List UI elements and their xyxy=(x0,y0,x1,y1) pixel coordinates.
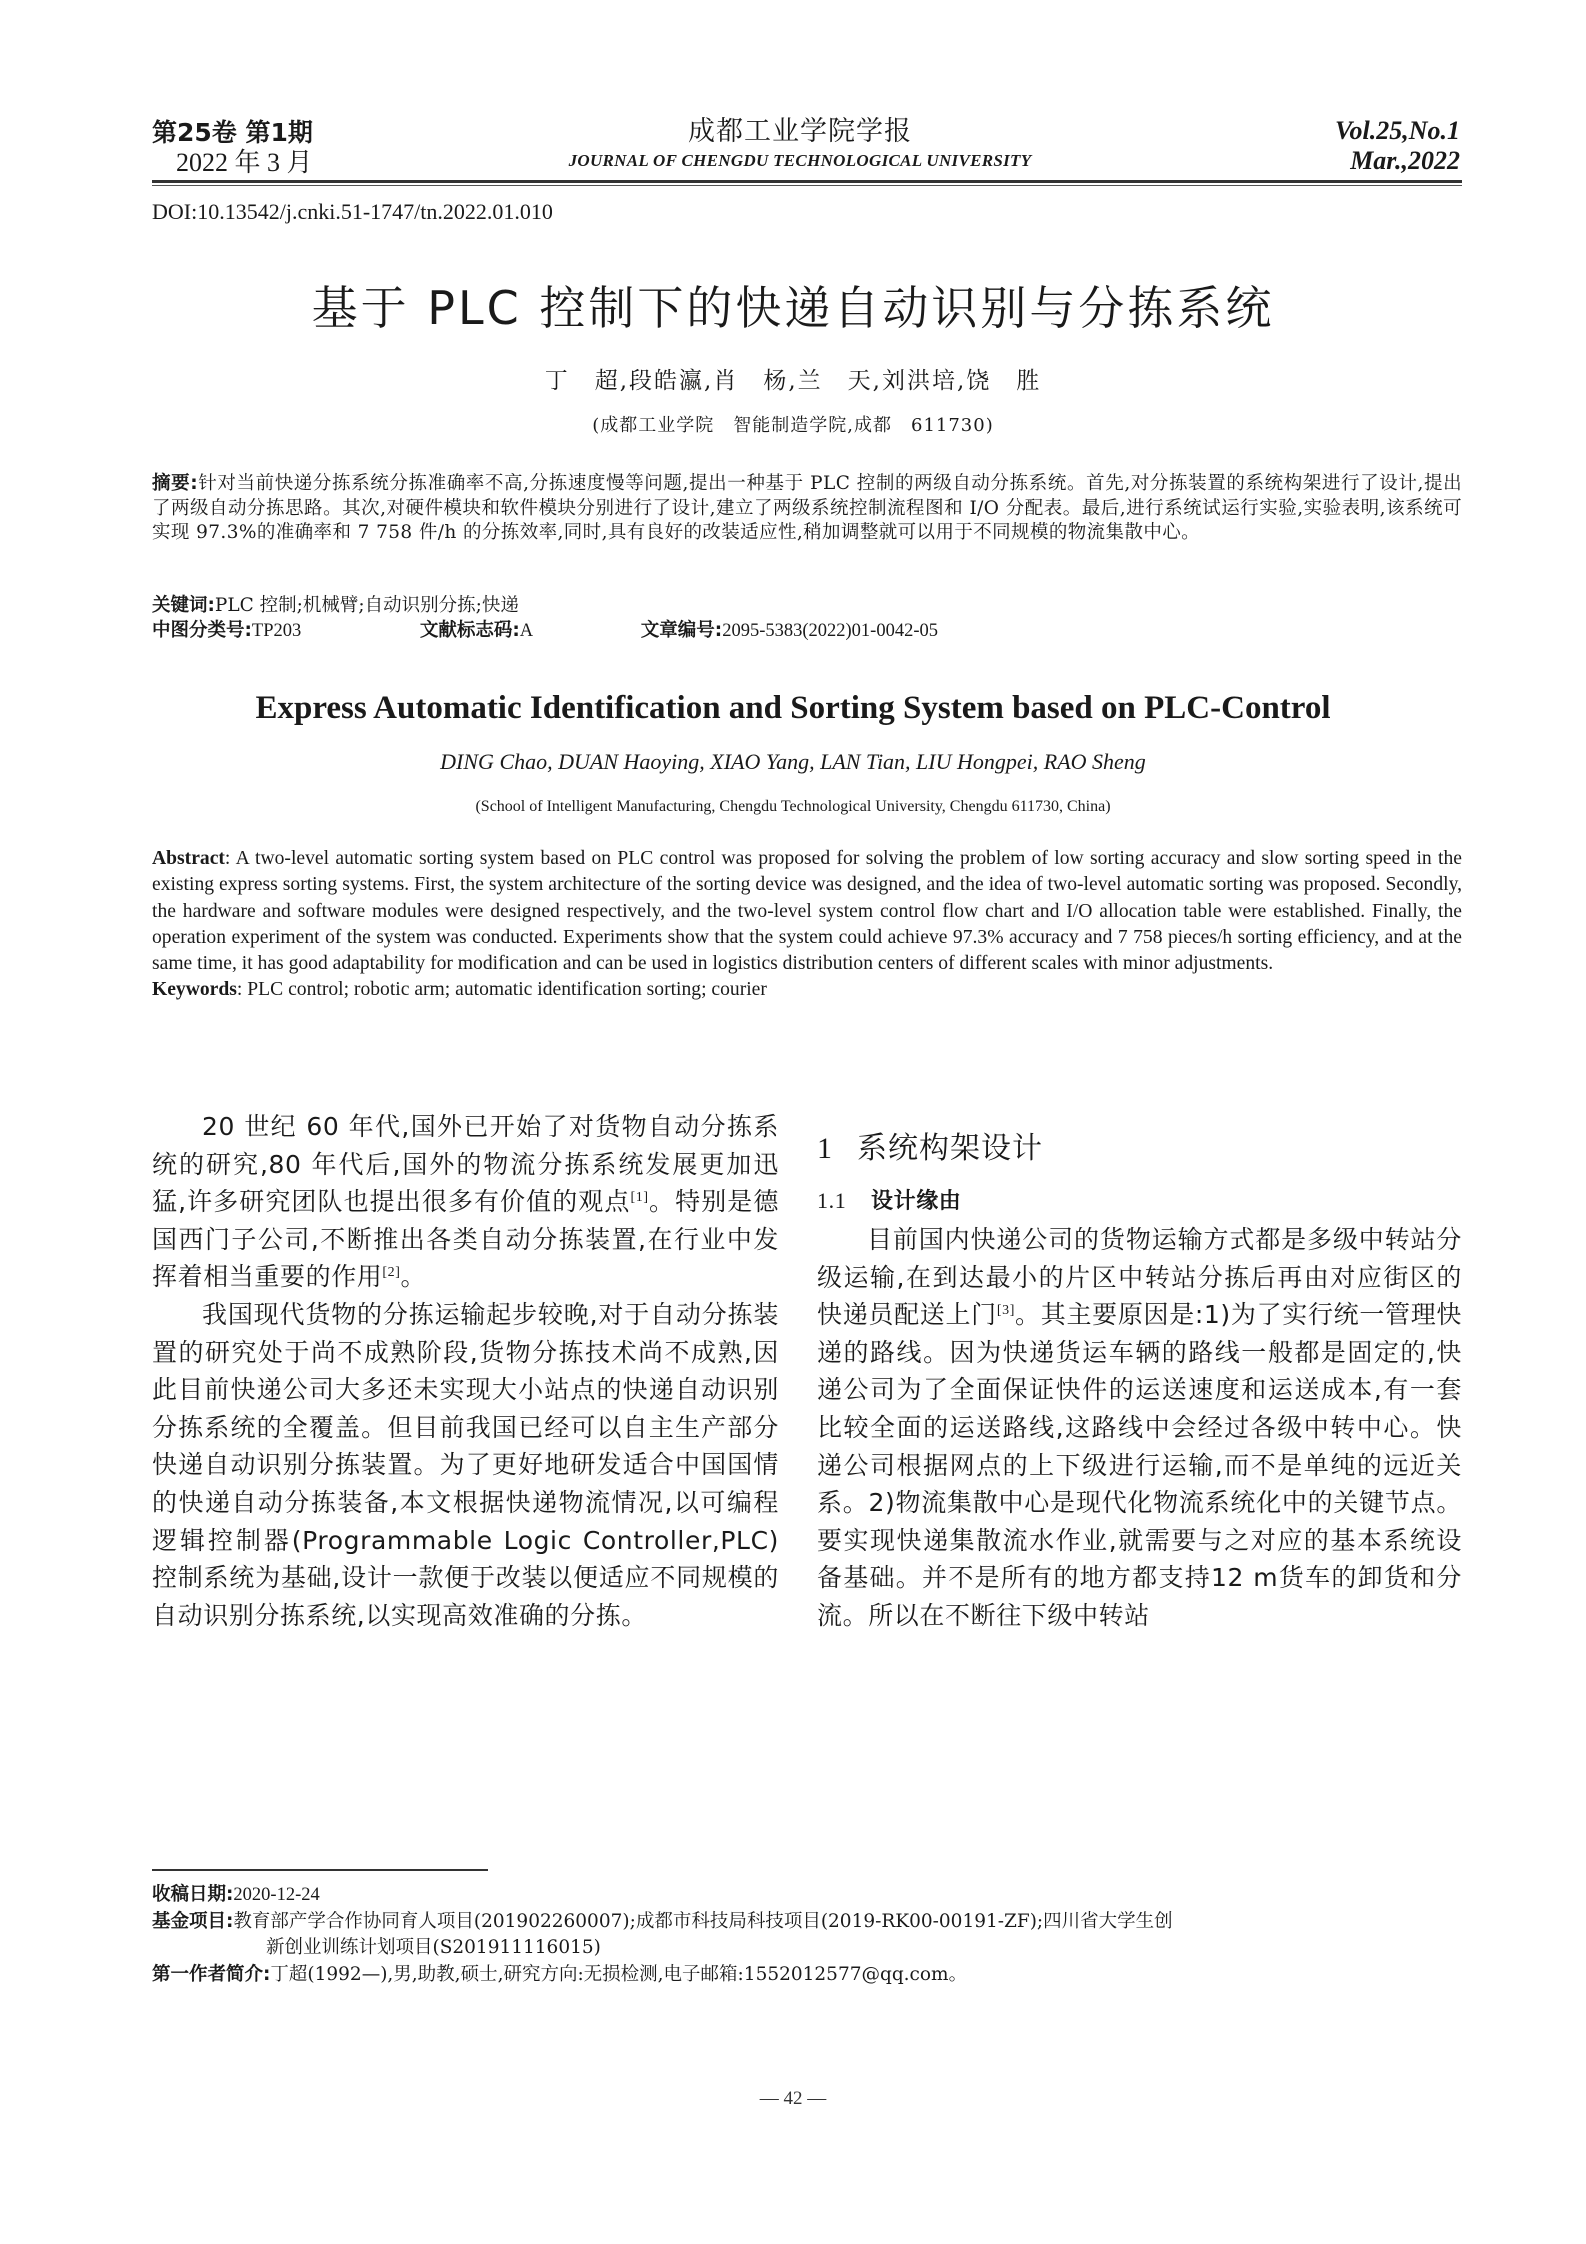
keywords-cn-label: 关键词: xyxy=(152,595,215,616)
citation-ref[interactable]: [1] xyxy=(630,1190,649,1206)
citation-ref[interactable]: [3] xyxy=(996,1303,1015,1319)
authors-cn: 丁 超,段皓瀛,肖 杨,兰 天,刘洪培,饶 胜 xyxy=(544,368,1042,394)
subsection-title: 设计缘由 xyxy=(871,1189,962,1214)
doc-code-label: 文献标志码: xyxy=(419,619,520,641)
abstract-en-label: Abstract xyxy=(152,848,225,869)
footnotes xyxy=(152,1882,1462,1988)
paper-title-en: Express Automatic Identification and Sorting System based on PLC-Control xyxy=(255,690,1331,726)
keywords-en-label: Keywords xyxy=(152,979,237,1001)
issue-info xyxy=(152,118,412,178)
abstract-cn-text: 针对当前快递分拣系统分拣准确率不高,分拣速度慢等问题,提出一种基于 PLC 控制的两级自动分拣系统。首先,对分拣装置的系统构架进行了设计,提出了两级自动分拣思路。其次,对硬件模块和软件模块分别进行了设计,建立了两级系统控制流程图和 I/O 分配表。最后,进行系统试运行实验,实验表明,该系统可实现 97.3%的准确率和 7 758 件/h 的分拣效率,同时,具有良好的改装适应性,稍加调整就可以用于不同规模的物流集散中心。 xyxy=(152,473,1462,543)
article-no-label: 文章编号: xyxy=(640,619,723,641)
doc-code-value: A xyxy=(519,620,534,641)
keywords-en xyxy=(152,977,1462,1003)
paragraph: 我国现代货物的分拣运输起步较晚,对于自动分拣装置的研究处于尚不成熟阶段,货物分拣技术尚不成熟,因此目前快递公司大多还未实现大小站点的快递自动识别分拣系统的全覆盖。但目前我国已经可以自主生产部分快递自动识别分拣装置。为了更好地研发适合中国国情的快递自动分拣装备,本文根据快递物流情况,以可编程逻辑控制器(Programmable Logic Controller,PLC)控制系统为基础,设计一款便于改装以便适应不同规模的自动识别分拣系统,以实现高效准确的分拣。 xyxy=(152,1299,779,1630)
header-rule-thin xyxy=(152,185,1462,186)
abstract-cn xyxy=(152,472,1462,546)
footnote-rule xyxy=(152,1869,488,1871)
issue-info-en xyxy=(1200,116,1460,176)
volume-issue-en: Vol.25,No.1 xyxy=(1335,116,1460,145)
first-author-bio: 第一作者简介:丁超(1992—),男,助教,硕士,研究方向:无损检测,电子邮箱:1552012577@qq.com。 xyxy=(152,1963,968,1985)
journal-name-en: JOURNAL OF CHENGDU TECHNOLOGICAL UNIVERSITY xyxy=(568,151,1032,170)
classification-row xyxy=(152,619,1462,644)
keywords-cn xyxy=(152,594,1462,619)
abstract-en xyxy=(152,846,1462,1004)
body-column-right xyxy=(817,1108,1462,1635)
doi: DOI:10.13542/j.cnki.51-1747/tn.2022.01.010 xyxy=(152,199,553,224)
header-rule-thick xyxy=(152,180,1462,183)
fund-project: 基金项目:教育部产学合作协同育人项目(201902260007);成都市科技局科技项目(2019-RK00-00191-ZF);四川省大学生创 xyxy=(152,1910,1173,1932)
article-no-value: 2095-5383(2022)01-0042-05 xyxy=(722,620,938,641)
authors-en: DING Chao, DUAN Haoying, XIAO Yang, LAN Tian, LIU Hongpei, RAO Sheng xyxy=(440,749,1146,774)
section-title: 系统构架设计 xyxy=(857,1131,1043,1166)
paragraph: 20 世纪 60 年代,国外已开始了对货物自动分拣系统的研究,80 年代后,国外的物流分拣系统发展更加迅猛,许多研究团队也提出很多有价值的观点[1]。特别是德国西门子公司,不断推出各类自动分拣装置,在行业中发挥着相当重要的作用[2]。 xyxy=(152,1112,779,1292)
paper-title-cn: 基于 PLC 控制下的快递自动识别与分拣系统 xyxy=(311,281,1275,335)
received-date: 收稿日期:2020-12-24 xyxy=(152,1884,320,1905)
subsection-heading xyxy=(817,1186,1462,1217)
keywords-cn-text: PLC 控制;机械臂;自动识别分拣;快递 xyxy=(214,595,519,616)
article-meta-cn xyxy=(152,594,1462,643)
section-heading xyxy=(817,1129,1462,1169)
citation-ref[interactable]: [2] xyxy=(382,1265,401,1281)
journal-masthead xyxy=(470,114,1130,172)
page-number: — 42 — xyxy=(759,2088,827,2109)
affiliation-en: (School of Intelligent Manufacturing, Chengdu Technological University, Chengdu 611730, China) xyxy=(475,798,1111,815)
volume-issue-cn: 第25卷 第1期 xyxy=(152,118,313,147)
journal-name-cn: 成都工业学院学报 xyxy=(688,116,912,147)
subsection-number: 1.1 xyxy=(817,1188,847,1213)
body-column-left xyxy=(152,1108,779,1634)
affiliation-cn: (成都工业学院 智能制造学院,成都 611730) xyxy=(592,415,994,436)
section-number: 1 xyxy=(817,1132,833,1165)
clc-value: TP203 xyxy=(251,620,302,641)
date-en: Mar.,2022 xyxy=(1350,146,1460,175)
clc-label: 中图分类号: xyxy=(152,619,252,641)
fund-project-cont: 新创业训练计划项目(S201911116015) xyxy=(266,1937,601,1958)
paragraph: 目前国内快递公司的货物运输方式都是多级中转站分级运输,在到达最小的片区中转站分拣后再由对应街区的快递员配送上门[3]。其主要原因是:1)为了实行统一管理快递的路线。因为快递货运车辆的路线一般都是固定的,快递公司为了全面保证快件的运送速度和运送成本,有一套比较全面的运送路线,这路线中会经过各级中转中心。快递公司根据网点的上下级进行运输,而不是单纯的远近关系。2)物流集散中心是现代化物流系统化中的关键节点。要实现快递集散流水作业,就需要与之对应的基本系统设备基础。并不是所有的地方都支持12 m货车的卸货和分流。所以在不断往下级中转站 xyxy=(817,1225,1463,1630)
date-cn: 2022 年 3 月 xyxy=(176,148,313,177)
abstract-en-text: : A two-level automatic sorting system based on PLC control was proposed for solving the problem of low sorting accuracy and slow sorting speed in the existing express sorting systems. First, the system architecture of the sorting device was designed, and the idea of two-level automatic sorting was proposed. Secondly, the hardware and software modules were designed respectively, and the two-level system control flow chart and I/O allocation table were established. Finally, the operation experiment of the system was conducted. Experiments show that the system could achieve 97.3% accuracy and 7 758 pieces/h sorting efficiency, and at the same time, it has good adaptability for modification and can be used in logistics distribution centers of different scales with minor adjustments. xyxy=(152,848,1462,975)
abstract-cn-label: 摘要: xyxy=(152,473,199,494)
keywords-en-text: : PLC control; robotic arm; automatic identification sorting; courier xyxy=(236,979,767,1001)
